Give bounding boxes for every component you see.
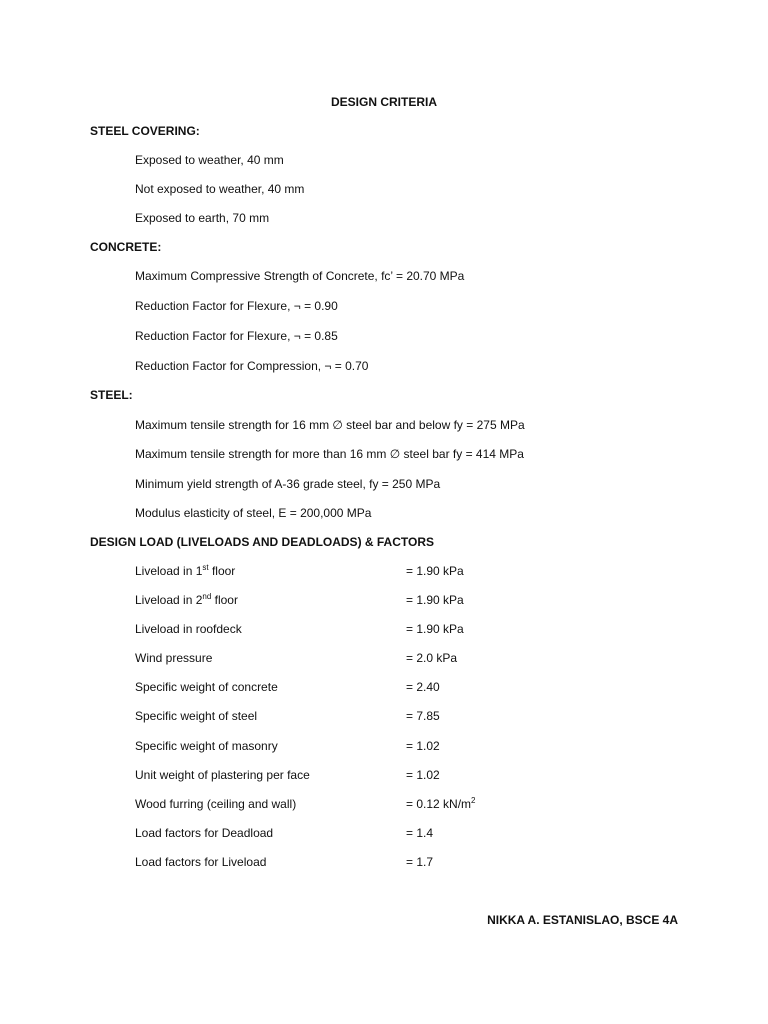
list-item: Maximum tensile strength for more than 16 mm ∅ steel bar fy = 414 MPa (135, 447, 524, 461)
load-value-plastering: = 1.02 (406, 768, 440, 782)
list-item: Not exposed to weather, 40 mm (135, 182, 305, 196)
list-item: Exposed to earth, 70 mm (135, 211, 270, 225)
list-item: Reduction Factor for Flexure, ¬ = 0.90 (135, 299, 338, 313)
section-heading-design-load: DESIGN LOAD (LIVELOADS AND DEADLOADS) & FACTORS (90, 535, 435, 549)
list-item: Minimum yield strength of A-36 grade steel, fy = 250 MPa (135, 477, 441, 491)
load-label-deadload-factor: Load factors for Deadload (135, 826, 274, 840)
load-value-1st-floor: = 1.90 kPa (406, 564, 464, 578)
load-value-wood-furring: = 0.12 $kN/m^2$ (406, 796, 476, 811)
load-value-steel-weight: = 7.85 (406, 709, 440, 723)
load-value-roofdeck: = 1.90 kPa (406, 622, 464, 636)
section-heading-steel-covering: STEEL COVERING: (90, 124, 200, 138)
load-label-2nd-floor: Liveload in 2nd floor (135, 592, 238, 607)
list-item: Modulus elasticity of steel, E = 200,000 MPa (135, 506, 372, 520)
load-label-wind: Wind pressure (135, 651, 213, 665)
list-item: Maximum Compressive Strength of Concrete, fc’ = 20.70 MPa (135, 269, 465, 283)
load-label-1st-floor: Liveload in 1st floor (135, 563, 236, 578)
author-footer: NIKKA A. ESTANISLAO, BSCE 4A (487, 913, 678, 927)
load-label-masonry-weight: Specific weight of masonry (135, 739, 278, 753)
section-heading-steel: STEEL: (90, 388, 133, 402)
load-label-liveload-factor: Load factors for Liveload (135, 855, 267, 869)
load-value-liveload-factor: = 1.7 (406, 855, 434, 869)
page-title: DESIGN CRITERIA (330, 95, 437, 109)
list-item: Reduction Factor for Flexure, ¬ = 0.85 (135, 329, 338, 343)
list-item: Exposed to weather, 40 mm (135, 153, 284, 167)
list-item: Maximum tensile strength for 16 mm ∅ steel bar and below fy = 275 MPa (135, 418, 525, 432)
load-value-deadload-factor: = 1.4 (406, 826, 434, 840)
load-label-concrete-weight: Specific weight of concrete (135, 680, 278, 694)
load-value-wind: = 2.0 kPa (406, 651, 458, 665)
list-item: Reduction Factor for Compression, ¬ = 0.70 (135, 359, 369, 373)
load-label-plastering: Unit weight of plastering per face (135, 768, 310, 782)
load-value-masonry-weight: = 1.02 (406, 739, 440, 753)
load-label-roofdeck: Liveload in roofdeck (135, 622, 242, 636)
load-value-2nd-floor: = 1.90 kPa (406, 593, 464, 607)
load-label-wood-furring: Wood furring (ceiling and wall) (135, 797, 297, 811)
load-label-steel-weight: Specific weight of steel (135, 709, 258, 723)
load-value-concrete-weight: = 2.40 (406, 680, 440, 694)
section-heading-concrete: CONCRETE: (90, 240, 162, 254)
